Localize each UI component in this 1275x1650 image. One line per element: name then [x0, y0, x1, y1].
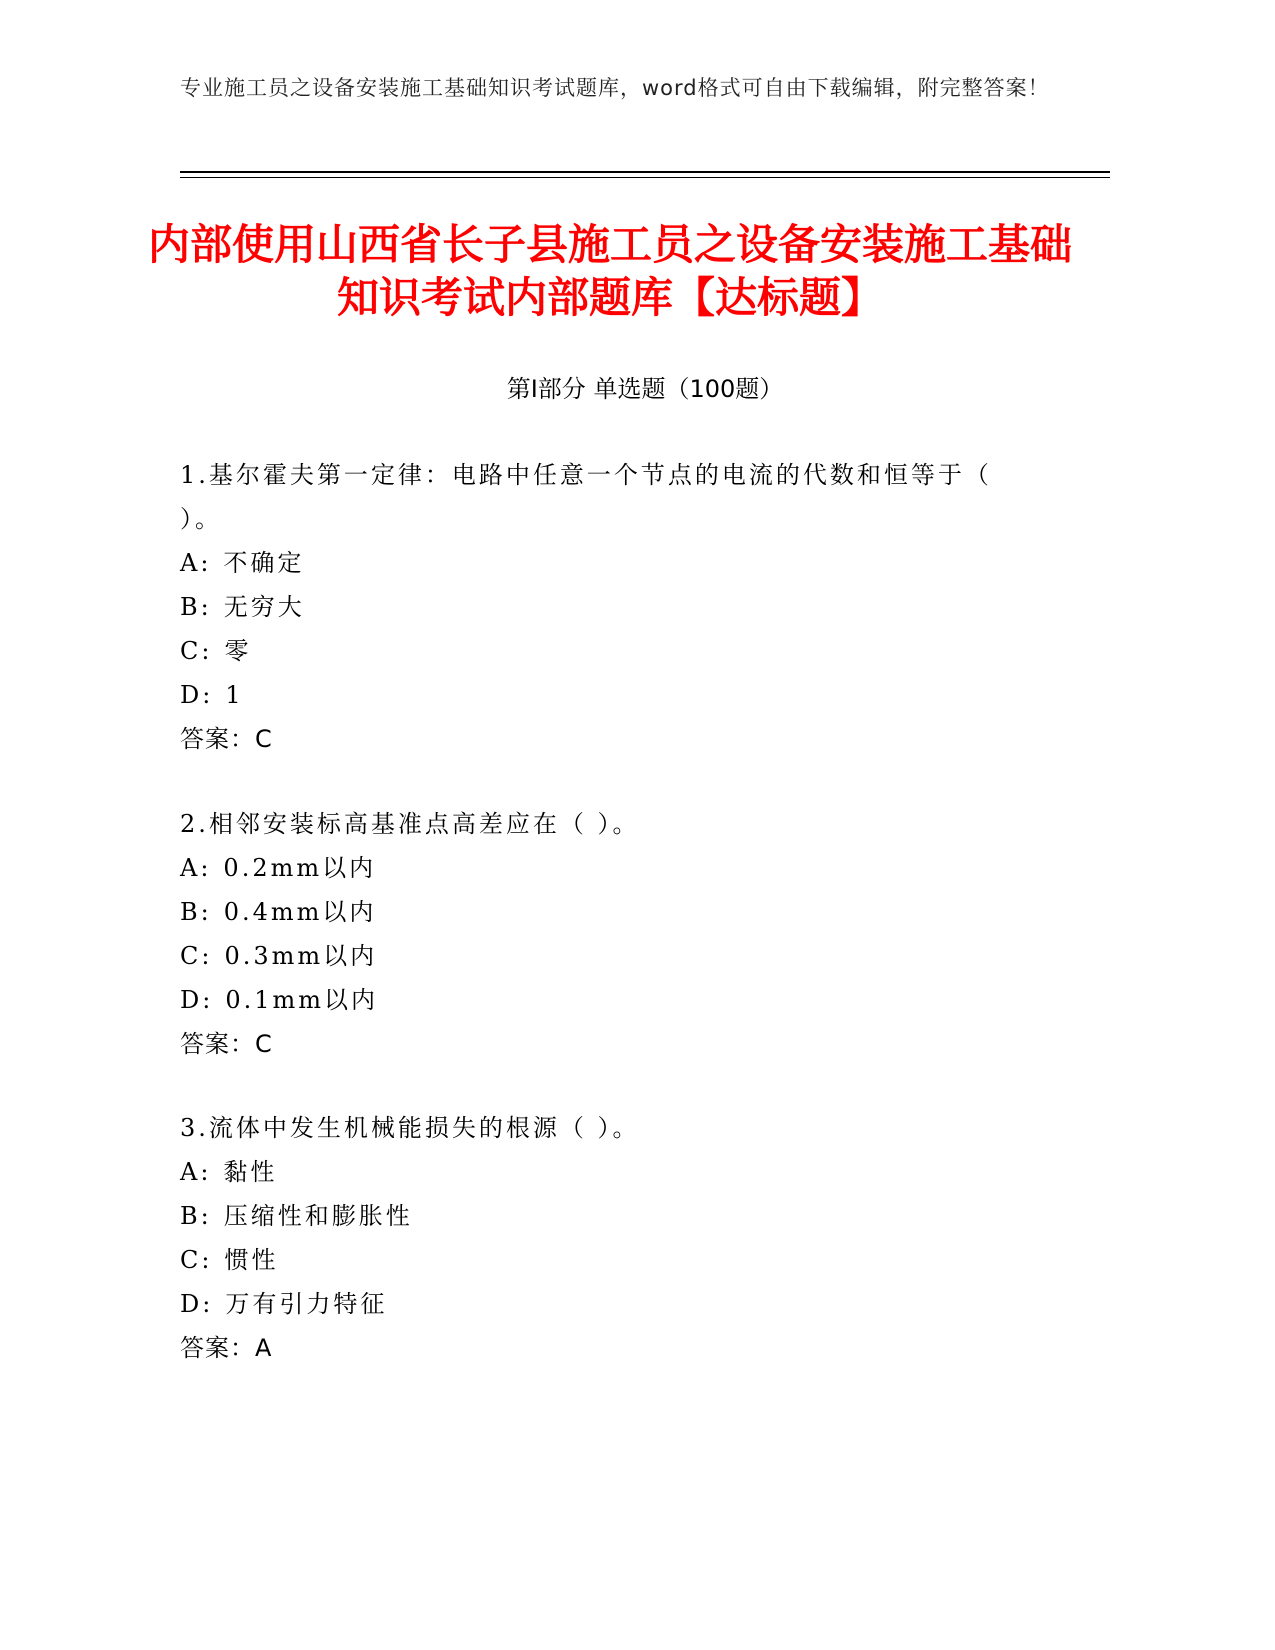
- option-a: [180, 846, 1040, 890]
- option-a: [180, 1150, 1040, 1194]
- answer-value: A: [255, 1334, 273, 1362]
- answer-value: C: [255, 1030, 273, 1058]
- option-c: [180, 1238, 1040, 1282]
- option-label: D:: [180, 681, 214, 709]
- page-header-note: 专业施工员之设备安装施工基础知识考试题库，word格式可自由下载编辑，附完整答案！: [180, 76, 1050, 100]
- question-stem: 2.相邻安装标高基准点高差应在（ ）。: [180, 810, 640, 838]
- header-divider-thick: [180, 171, 1110, 173]
- question-2: [180, 802, 1040, 1066]
- answer-label: 答案：: [180, 1030, 255, 1058]
- option-b: [180, 890, 1040, 934]
- option-text: 0.1mm以内: [225, 986, 379, 1014]
- option-text: 0.2mm以内: [223, 854, 377, 882]
- option-label: B:: [180, 593, 212, 621]
- option-text: 零: [224, 637, 252, 665]
- option-text: 0.3mm以内: [224, 942, 378, 970]
- option-text: 压缩性和膨胀性: [223, 1202, 413, 1230]
- answer-line: [180, 1022, 1040, 1066]
- header-divider-thin: [180, 177, 1110, 178]
- option-text: 万有引力特征: [225, 1290, 388, 1318]
- option-label: C:: [180, 942, 213, 970]
- option-label: D:: [180, 986, 214, 1014]
- option-d: [180, 1282, 1040, 1326]
- option-label: C:: [180, 637, 213, 665]
- answer-line: [180, 717, 1040, 761]
- option-label: B:: [180, 898, 212, 926]
- question-stem: 1.基尔霍夫第一定律：电路中任意一个节点的电流的代数和恒等于（ ）。: [180, 461, 992, 533]
- option-c: [180, 934, 1040, 978]
- option-text: 无穷大: [223, 593, 305, 621]
- question-stem: 3.流体中发生机械能损失的根源（ ）。: [180, 1114, 640, 1142]
- answer-label: 答案：: [180, 1334, 255, 1362]
- option-label: D:: [180, 1290, 214, 1318]
- option-d: [180, 978, 1040, 1022]
- option-label: A:: [180, 1158, 212, 1186]
- answer-line: [180, 1326, 1040, 1370]
- option-text: 惯性: [224, 1246, 279, 1274]
- option-a: [180, 541, 1040, 585]
- option-text: 黏性: [223, 1158, 278, 1186]
- answer-value: C: [255, 725, 273, 753]
- option-label: B:: [180, 1202, 212, 1230]
- option-c: [180, 629, 1040, 673]
- option-text: 不确定: [223, 549, 305, 577]
- option-b: [180, 585, 1040, 629]
- option-label: A:: [180, 854, 212, 882]
- section-heading: 第I部分 单选题（100题）: [506, 375, 784, 403]
- document-title: 内部使用山西省长子县施工员之设备安装施工基础知识考试内部题库【达标题】: [147, 220, 1072, 322]
- option-b: [180, 1194, 1040, 1238]
- answer-label: 答案：: [180, 725, 255, 753]
- option-label: C:: [180, 1246, 213, 1274]
- option-text: 0.4mm以内: [223, 898, 377, 926]
- option-text: 1: [225, 681, 244, 709]
- question-3: [180, 1106, 1040, 1370]
- option-d: [180, 673, 1040, 717]
- question-1: [180, 453, 1040, 761]
- option-label: A:: [180, 549, 212, 577]
